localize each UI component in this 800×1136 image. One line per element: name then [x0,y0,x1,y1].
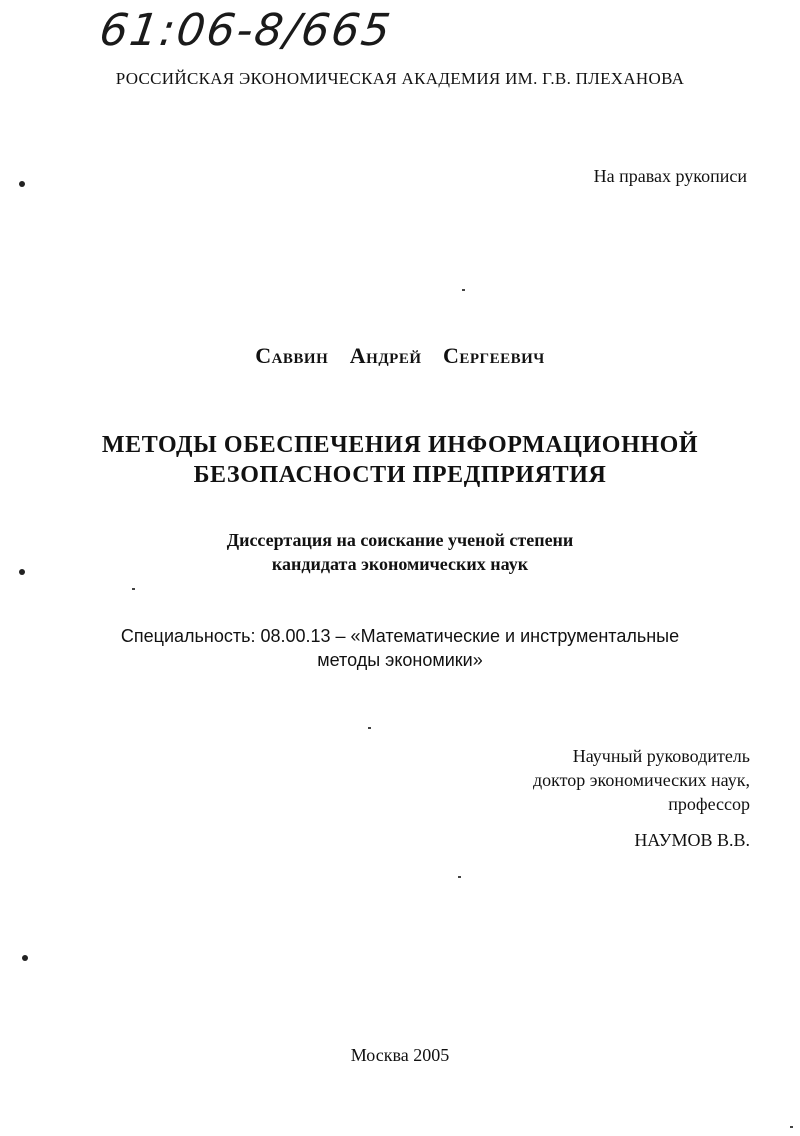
binding-hole-mark [19,569,25,575]
scan-speck [458,876,461,878]
title-line-1: МЕТОДЫ ОБЕСПЕЧЕНИЯ ИНФОРМАЦИОННОЙ [101,432,699,458]
archive-code-handwritten [96,2,484,60]
dissertation-title [0,430,800,490]
specialty-line-1: Специальность: 08.00.13 – «Математические и инструментальные [120,626,680,646]
author-patronymic: Сергеевич [443,343,545,368]
binding-hole-mark [19,181,25,187]
title-line-2: БЕЗОПАСНОСТИ ПРЕДПРИЯТИЯ [193,462,607,488]
binding-hole-mark [22,955,28,961]
supervisor-block [533,744,750,816]
supervisor-degree: доктор экономических наук, [533,770,750,790]
degree-line-1: Диссертация на соискание ученой степени [226,530,574,550]
degree-statement [0,528,800,576]
archive-code-text: 61:06-8/665 [96,5,396,56]
author-name [0,343,800,369]
supervisor-role: Научный руководитель [572,746,750,766]
scan-speck [368,727,371,729]
supervisor-title: профессор [668,794,750,814]
organization-header: РОССИЙСКАЯ ЭКОНОМИЧЕСКАЯ АКАДЕМИЯ ИМ. Г.В. ПЛЕХАНОВА [115,69,685,88]
rights-note: На правах рукописи [593,166,747,186]
author-surname: Саввин [255,343,329,368]
scan-speck [790,1126,793,1128]
degree-line-2: кандидата экономических наук [271,554,529,574]
place-year: Москва 2005 [350,1045,450,1065]
author-first-name: Андрей [349,343,422,368]
specialty [0,624,800,672]
supervisor-name: НАУМОВ В.В. [634,830,750,850]
scan-speck [132,588,135,590]
scan-speck [462,289,465,291]
specialty-line-2: методы экономики» [317,650,483,670]
